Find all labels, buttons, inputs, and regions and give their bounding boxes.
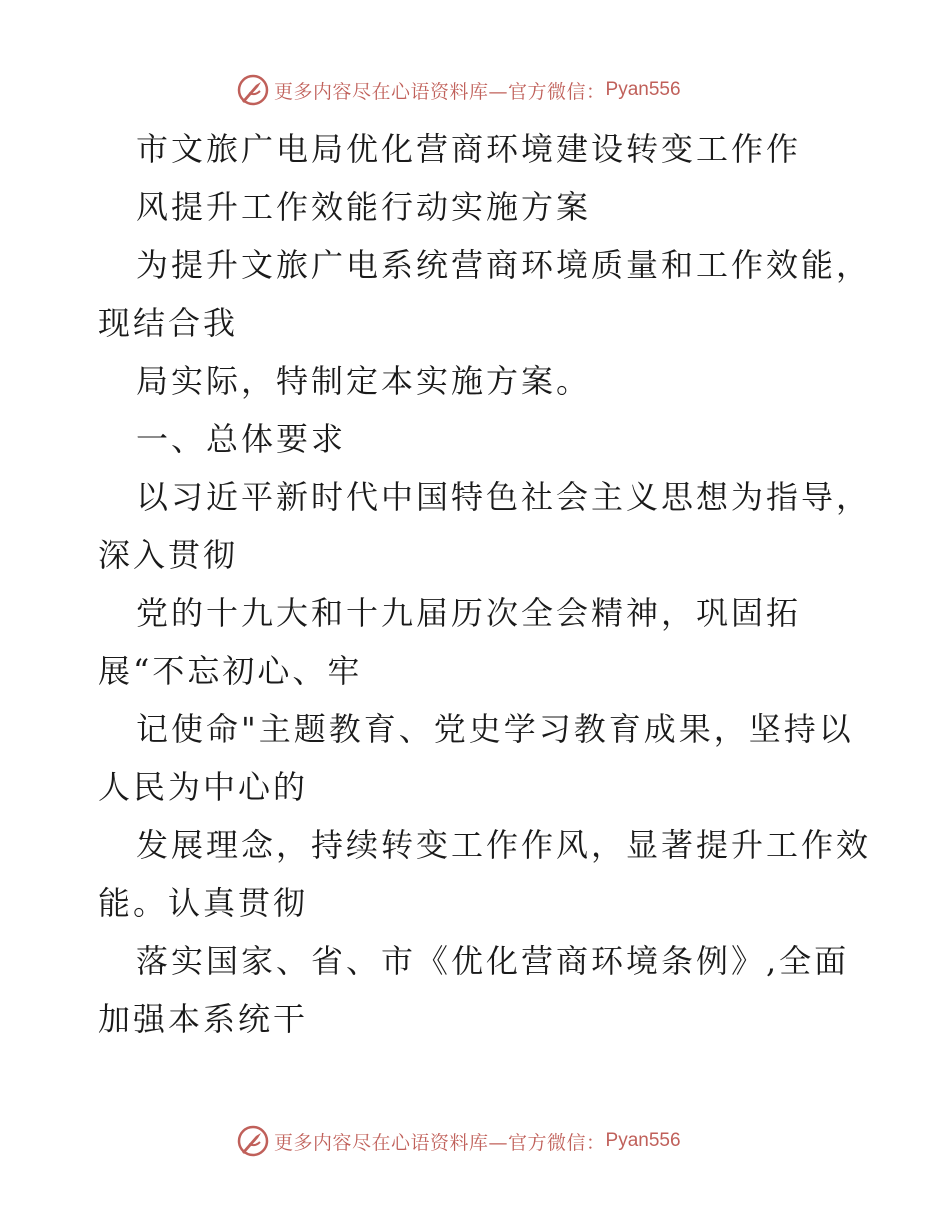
text-line: 市文旅广电局优化营商环境建设转变工作作 bbox=[136, 130, 802, 168]
text-line: 人民为中心的 bbox=[98, 768, 309, 806]
text-line: 为提升文旅广电系统营商环境质量和工作效能， bbox=[136, 246, 872, 284]
pen-nib-icon bbox=[236, 73, 270, 107]
text-line: 发展理念，持续转变工作作风，显著提升工作效 bbox=[136, 826, 872, 864]
text-line: 加强本系统干 bbox=[98, 1000, 309, 1038]
text-line: 以习近平新时代中国特色社会主义思想为指导， bbox=[136, 478, 872, 516]
footer-watermark bbox=[236, 1123, 681, 1159]
text-line: 风提升工作效能行动实施方案 bbox=[136, 188, 592, 226]
header-watermark bbox=[236, 72, 681, 108]
document-body bbox=[98, 120, 928, 1048]
text-line: 现结合我 bbox=[98, 304, 239, 342]
watermark-handle: Pyan556 bbox=[605, 1130, 681, 1151]
text-line: 党的十九大和十九届历次全会精神，巩固拓 bbox=[136, 594, 802, 632]
watermark-handle: Pyan556 bbox=[605, 79, 681, 100]
watermark-text: 更多内容尽在心语资料库—官方微信： bbox=[274, 1131, 606, 1154]
section-heading: 一、总体要求 bbox=[136, 420, 347, 458]
text-line: 落实国家、省、市《优化营商环境条例》,全面 bbox=[136, 942, 850, 980]
pen-nib-icon bbox=[236, 1124, 270, 1158]
text-line: 记使命"主题教育、党史学习教育成果，坚持以 bbox=[136, 710, 854, 748]
text-line: 展“不忘初心、牢 bbox=[98, 652, 363, 690]
watermark-text: 更多内容尽在心语资料库—官方微信： bbox=[274, 80, 606, 103]
text-line: 深入贯彻 bbox=[98, 536, 239, 574]
text-line: 局实际，特制定本实施方案。 bbox=[136, 362, 592, 400]
text-line: 能。认真贯彻 bbox=[98, 884, 309, 922]
